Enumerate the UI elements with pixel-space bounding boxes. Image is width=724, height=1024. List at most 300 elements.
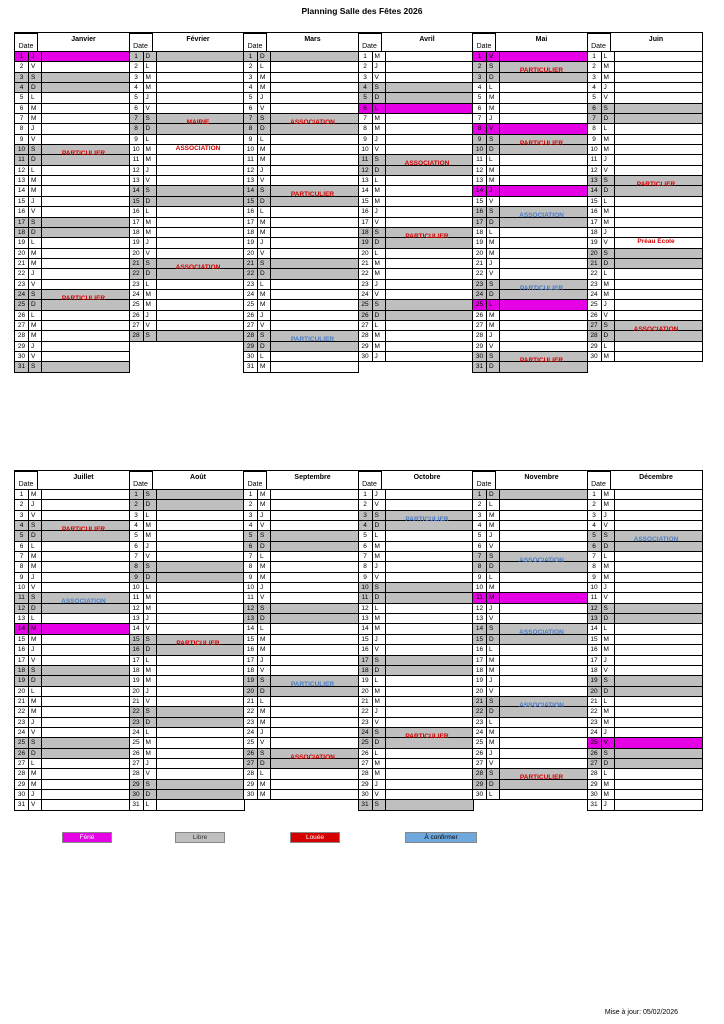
booking-cell[interactable] [42,656,129,665]
booking-cell[interactable] [42,562,129,571]
day-row[interactable] [244,530,358,540]
booking-cell[interactable] [157,207,244,216]
booking-cell[interactable] [157,104,244,113]
booking-cell[interactable] [42,52,129,61]
day-row[interactable] [15,748,129,758]
day-row[interactable] [473,737,587,747]
booking-cell[interactable] [42,749,129,758]
day-row[interactable] [359,175,473,185]
booking-cell[interactable] [157,790,244,799]
day-row[interactable] [473,613,587,623]
day-row[interactable] [588,51,702,61]
day-row[interactable] [473,665,587,675]
day-row[interactable] [15,217,129,227]
booking-cell[interactable] [615,573,702,582]
day-row[interactable] [588,227,702,237]
day-row[interactable] [359,351,473,361]
day-row[interactable] [15,165,129,175]
day-row[interactable] [130,237,244,247]
day-row[interactable] [588,572,702,582]
day-row[interactable] [473,489,587,499]
day-row[interactable] [473,82,587,92]
day-row[interactable] [130,499,244,509]
booking-cell[interactable] [42,166,129,175]
booking-cell[interactable] [500,311,587,320]
day-row[interactable] [359,675,473,685]
booking-cell[interactable] [271,280,358,289]
booking-cell[interactable] [157,552,244,561]
booking-cell[interactable] [500,124,587,133]
day-row[interactable] [359,779,473,789]
day-row[interactable] [359,299,473,309]
day-row[interactable] [473,644,587,654]
day-row[interactable] [130,758,244,768]
day-row[interactable] [359,196,473,206]
day-row[interactable] [359,541,473,551]
day-row[interactable] [130,299,244,309]
booking-cell[interactable] [615,593,702,602]
day-row[interactable] [473,510,587,520]
day-row[interactable] [588,779,702,789]
day-row[interactable] [588,686,702,696]
booking-cell[interactable] [271,62,358,71]
booking-cell[interactable] [615,135,702,144]
day-row[interactable] [359,310,473,320]
booking-cell[interactable] [500,790,587,799]
day-row[interactable] [588,279,702,289]
booking-cell[interactable] [271,542,358,551]
day-row[interactable] [244,520,358,530]
day-row[interactable] [473,185,587,195]
booking-cell[interactable] [386,176,473,185]
day-row[interactable] [244,499,358,509]
day-row[interactable] [473,758,587,768]
booking-cell[interactable] [42,362,129,371]
booking-cell[interactable] [271,490,358,499]
day-row[interactable] [130,289,244,299]
day-row[interactable] [473,727,587,737]
day-row[interactable] [15,268,129,278]
booking-cell[interactable] [271,135,358,144]
day-row[interactable] [588,217,702,227]
day-row[interactable] [359,613,473,623]
day-row[interactable] [588,154,702,164]
day-row[interactable] [15,310,129,320]
booking-cell[interactable] [157,666,244,675]
booking-cell[interactable] [157,83,244,92]
booking-cell[interactable] [42,635,129,644]
day-row[interactable] [588,299,702,309]
day-row[interactable] [244,258,358,268]
booking-cell[interactable] [271,362,358,371]
day-row[interactable] [130,82,244,92]
booking-cell[interactable] [386,614,473,623]
booking-cell[interactable] [615,114,702,123]
booking-cell[interactable] [271,207,358,216]
booking-cell[interactable] [615,352,702,361]
day-row[interactable] [15,696,129,706]
day-row[interactable] [588,341,702,351]
booking-cell[interactable] [500,490,587,499]
day-row[interactable] [130,520,244,530]
day-row[interactable] [130,185,244,195]
day-row[interactable] [244,696,358,706]
day-row[interactable] [130,248,244,258]
day-row[interactable] [15,737,129,747]
day-row[interactable] [244,299,358,309]
day-row[interactable] [359,706,473,716]
booking-cell[interactable] [42,280,129,289]
booking-cell[interactable] [615,635,702,644]
day-row[interactable] [130,561,244,571]
booking-cell[interactable] [157,176,244,185]
day-row[interactable] [244,61,358,71]
day-row[interactable] [130,510,244,520]
day-row[interactable] [130,748,244,758]
day-row[interactable] [588,61,702,71]
booking-cell[interactable] [500,573,587,582]
booking-cell[interactable] [386,666,473,675]
day-row[interactable] [359,72,473,82]
booking-cell[interactable] [42,790,129,799]
booking-cell[interactable] [500,104,587,113]
booking-cell[interactable] [42,228,129,237]
booking-cell[interactable] [271,269,358,278]
day-row[interactable] [130,92,244,102]
booking-cell[interactable] [615,269,702,278]
day-row[interactable] [244,165,358,175]
day-row[interactable] [15,789,129,799]
booking-cell[interactable] [386,624,473,633]
day-row[interactable] [244,592,358,602]
day-row[interactable] [359,717,473,727]
booking-cell[interactable] [500,749,587,758]
booking-cell[interactable] [271,249,358,258]
day-row[interactable] [359,279,473,289]
day-row[interactable] [15,799,129,809]
day-row[interactable] [15,258,129,268]
booking-cell[interactable] [42,124,129,133]
day-row[interactable] [588,551,702,561]
day-row[interactable] [588,675,702,685]
day-row[interactable] [588,768,702,778]
booking-cell[interactable] [615,500,702,509]
booking-cell[interactable] [615,511,702,520]
booking-cell[interactable] [42,552,129,561]
booking-cell[interactable] [386,645,473,654]
day-row[interactable] [130,789,244,799]
booking-cell[interactable] [42,176,129,185]
booking-cell[interactable] [386,114,473,123]
day-row[interactable] [15,613,129,623]
day-row[interactable] [15,489,129,499]
booking-cell[interactable] [157,604,244,613]
booking-cell[interactable] [386,707,473,716]
day-row[interactable] [359,61,473,71]
booking-cell[interactable] [42,269,129,278]
day-row[interactable] [130,103,244,113]
day-row[interactable] [359,103,473,113]
day-row[interactable] [473,717,587,727]
day-row[interactable] [588,258,702,268]
day-row[interactable] [473,655,587,665]
day-row[interactable] [130,217,244,227]
booking-cell[interactable] [271,176,358,185]
booking-cell[interactable] [615,124,702,133]
day-row[interactable] [130,227,244,237]
booking-cell[interactable] [386,218,473,227]
day-row[interactable] [359,330,473,340]
day-row[interactable] [244,572,358,582]
booking-cell[interactable] [42,342,129,351]
day-row[interactable] [130,279,244,289]
booking-cell[interactable] [157,531,244,540]
day-row[interactable] [244,706,358,716]
booking-cell[interactable] [386,759,473,768]
day-row[interactable] [15,541,129,551]
booking-cell[interactable] [615,707,702,716]
day-row[interactable] [588,561,702,571]
day-row[interactable] [130,320,244,330]
booking-cell[interactable] [615,207,702,216]
day-row[interactable] [244,206,358,216]
booking-cell[interactable] [271,155,358,164]
day-row[interactable] [588,310,702,320]
booking-cell[interactable] [615,614,702,623]
day-row[interactable] [473,51,587,61]
booking-cell[interactable] [386,656,473,665]
booking-cell[interactable] [500,728,587,737]
day-row[interactable] [359,530,473,540]
day-row[interactable] [359,655,473,665]
booking-cell[interactable] [386,83,473,92]
booking-cell[interactable] [271,614,358,623]
booking-cell[interactable] [615,749,702,758]
booking-cell[interactable] [271,552,358,561]
booking-cell[interactable] [42,186,129,195]
booking-cell[interactable] [271,635,358,644]
day-row[interactable] [359,592,473,602]
booking-cell[interactable] [386,687,473,696]
day-row[interactable] [588,134,702,144]
day-row[interactable] [359,217,473,227]
day-row[interactable] [130,686,244,696]
day-row[interactable] [15,675,129,685]
day-row[interactable] [244,644,358,654]
day-row[interactable] [244,613,358,623]
booking-cell[interactable] [271,511,358,520]
day-row[interactable] [359,644,473,654]
booking-cell[interactable] [157,542,244,551]
day-row[interactable] [244,72,358,82]
day-row[interactable] [15,727,129,737]
booking-cell[interactable] [615,311,702,320]
day-row[interactable] [244,289,358,299]
booking-cell[interactable] [500,321,587,330]
day-row[interactable] [473,675,587,685]
booking-cell[interactable] [386,321,473,330]
booking-cell[interactable] [386,749,473,758]
booking-cell[interactable] [42,614,129,623]
day-row[interactable] [15,341,129,351]
booking-cell[interactable] [500,114,587,123]
day-row[interactable] [359,582,473,592]
day-row[interactable] [15,103,129,113]
day-row[interactable] [473,320,587,330]
day-row[interactable] [359,748,473,758]
booking-cell[interactable] [157,62,244,71]
day-row[interactable] [15,227,129,237]
booking-cell[interactable] [157,800,244,809]
day-row[interactable] [130,61,244,71]
day-row[interactable] [359,789,473,799]
booking-cell[interactable] [42,542,129,551]
booking-cell[interactable] [500,614,587,623]
booking-cell[interactable] [386,290,473,299]
booking-cell[interactable] [42,697,129,706]
booking-cell[interactable] [386,593,473,602]
booking-cell[interactable] [42,645,129,654]
booking-cell[interactable] [271,83,358,92]
booking-cell[interactable] [42,666,129,675]
booking-cell[interactable] [386,800,473,809]
booking-cell[interactable] [157,769,244,778]
booking-cell[interactable] [386,62,473,71]
booking-cell[interactable] [386,124,473,133]
booking-cell[interactable] [615,697,702,706]
booking-cell[interactable] [386,52,473,61]
booking-cell[interactable] [42,352,129,361]
day-row[interactable] [359,341,473,351]
day-row[interactable] [15,185,129,195]
day-row[interactable] [130,799,244,809]
booking-cell[interactable] [615,259,702,268]
booking-cell[interactable] [615,197,702,206]
booking-cell[interactable] [271,707,358,716]
day-row[interactable] [130,134,244,144]
booking-cell[interactable] [500,656,587,665]
day-row[interactable] [473,237,587,247]
booking-cell[interactable] [157,321,244,330]
day-row[interactable] [15,330,129,340]
day-row[interactable] [130,72,244,82]
booking-cell[interactable] [615,604,702,613]
booking-cell[interactable] [157,73,244,82]
day-row[interactable] [244,310,358,320]
booking-cell[interactable] [386,531,473,540]
booking-cell[interactable] [157,707,244,716]
booking-cell[interactable] [386,207,473,216]
day-row[interactable] [15,551,129,561]
booking-cell[interactable] [500,718,587,727]
booking-cell[interactable] [157,280,244,289]
day-row[interactable] [588,289,702,299]
day-row[interactable] [15,82,129,92]
day-row[interactable] [15,686,129,696]
booking-cell[interactable] [42,218,129,227]
day-row[interactable] [359,696,473,706]
booking-cell[interactable] [42,62,129,71]
day-row[interactable] [473,123,587,133]
day-row[interactable] [473,572,587,582]
booking-cell[interactable] [500,521,587,530]
booking-cell[interactable] [42,249,129,258]
day-row[interactable] [15,92,129,102]
day-row[interactable] [244,154,358,164]
booking-cell[interactable] [271,790,358,799]
booking-cell[interactable] [157,238,244,247]
booking-cell[interactable] [615,104,702,113]
day-row[interactable] [244,623,358,633]
day-row[interactable] [588,582,702,592]
day-row[interactable] [130,675,244,685]
booking-cell[interactable] [157,166,244,175]
booking-cell[interactable] [615,583,702,592]
booking-cell[interactable] [157,155,244,164]
day-row[interactable] [473,530,587,540]
day-row[interactable] [130,623,244,633]
day-row[interactable] [473,686,587,696]
booking-cell[interactable] [157,656,244,665]
booking-cell[interactable] [500,259,587,268]
booking-cell[interactable] [157,614,244,623]
day-row[interactable] [588,737,702,747]
booking-cell[interactable] [386,197,473,206]
booking-cell[interactable] [271,300,358,309]
booking-cell[interactable] [42,759,129,768]
day-row[interactable] [130,206,244,216]
booking-cell[interactable] [500,93,587,102]
booking-cell[interactable] [271,573,358,582]
booking-cell[interactable] [500,738,587,747]
booking-cell[interactable] [500,759,587,768]
booking-cell[interactable] [271,593,358,602]
day-row[interactable] [588,206,702,216]
day-row[interactable] [473,227,587,237]
booking-cell[interactable] [42,718,129,727]
booking-cell[interactable] [386,342,473,351]
booking-cell[interactable] [615,552,702,561]
day-row[interactable] [359,268,473,278]
day-row[interactable] [473,499,587,509]
day-row[interactable] [588,799,702,809]
day-row[interactable] [130,737,244,747]
day-row[interactable] [359,134,473,144]
booking-cell[interactable] [271,697,358,706]
booking-cell[interactable] [386,552,473,561]
day-row[interactable] [588,748,702,758]
booking-cell[interactable] [271,656,358,665]
booking-cell[interactable] [615,342,702,351]
booking-cell[interactable] [42,207,129,216]
booking-cell[interactable] [386,311,473,320]
day-row[interactable] [15,510,129,520]
booking-cell[interactable] [42,676,129,685]
day-row[interactable] [588,92,702,102]
day-row[interactable] [130,768,244,778]
day-row[interactable] [588,103,702,113]
booking-cell[interactable] [271,145,358,154]
day-row[interactable] [244,248,358,258]
booking-cell[interactable] [271,290,358,299]
day-row[interactable] [15,123,129,133]
booking-cell[interactable] [615,656,702,665]
booking-cell[interactable] [157,300,244,309]
booking-cell[interactable] [500,186,587,195]
day-row[interactable] [359,185,473,195]
day-row[interactable] [244,561,358,571]
booking-cell[interactable] [157,780,244,789]
